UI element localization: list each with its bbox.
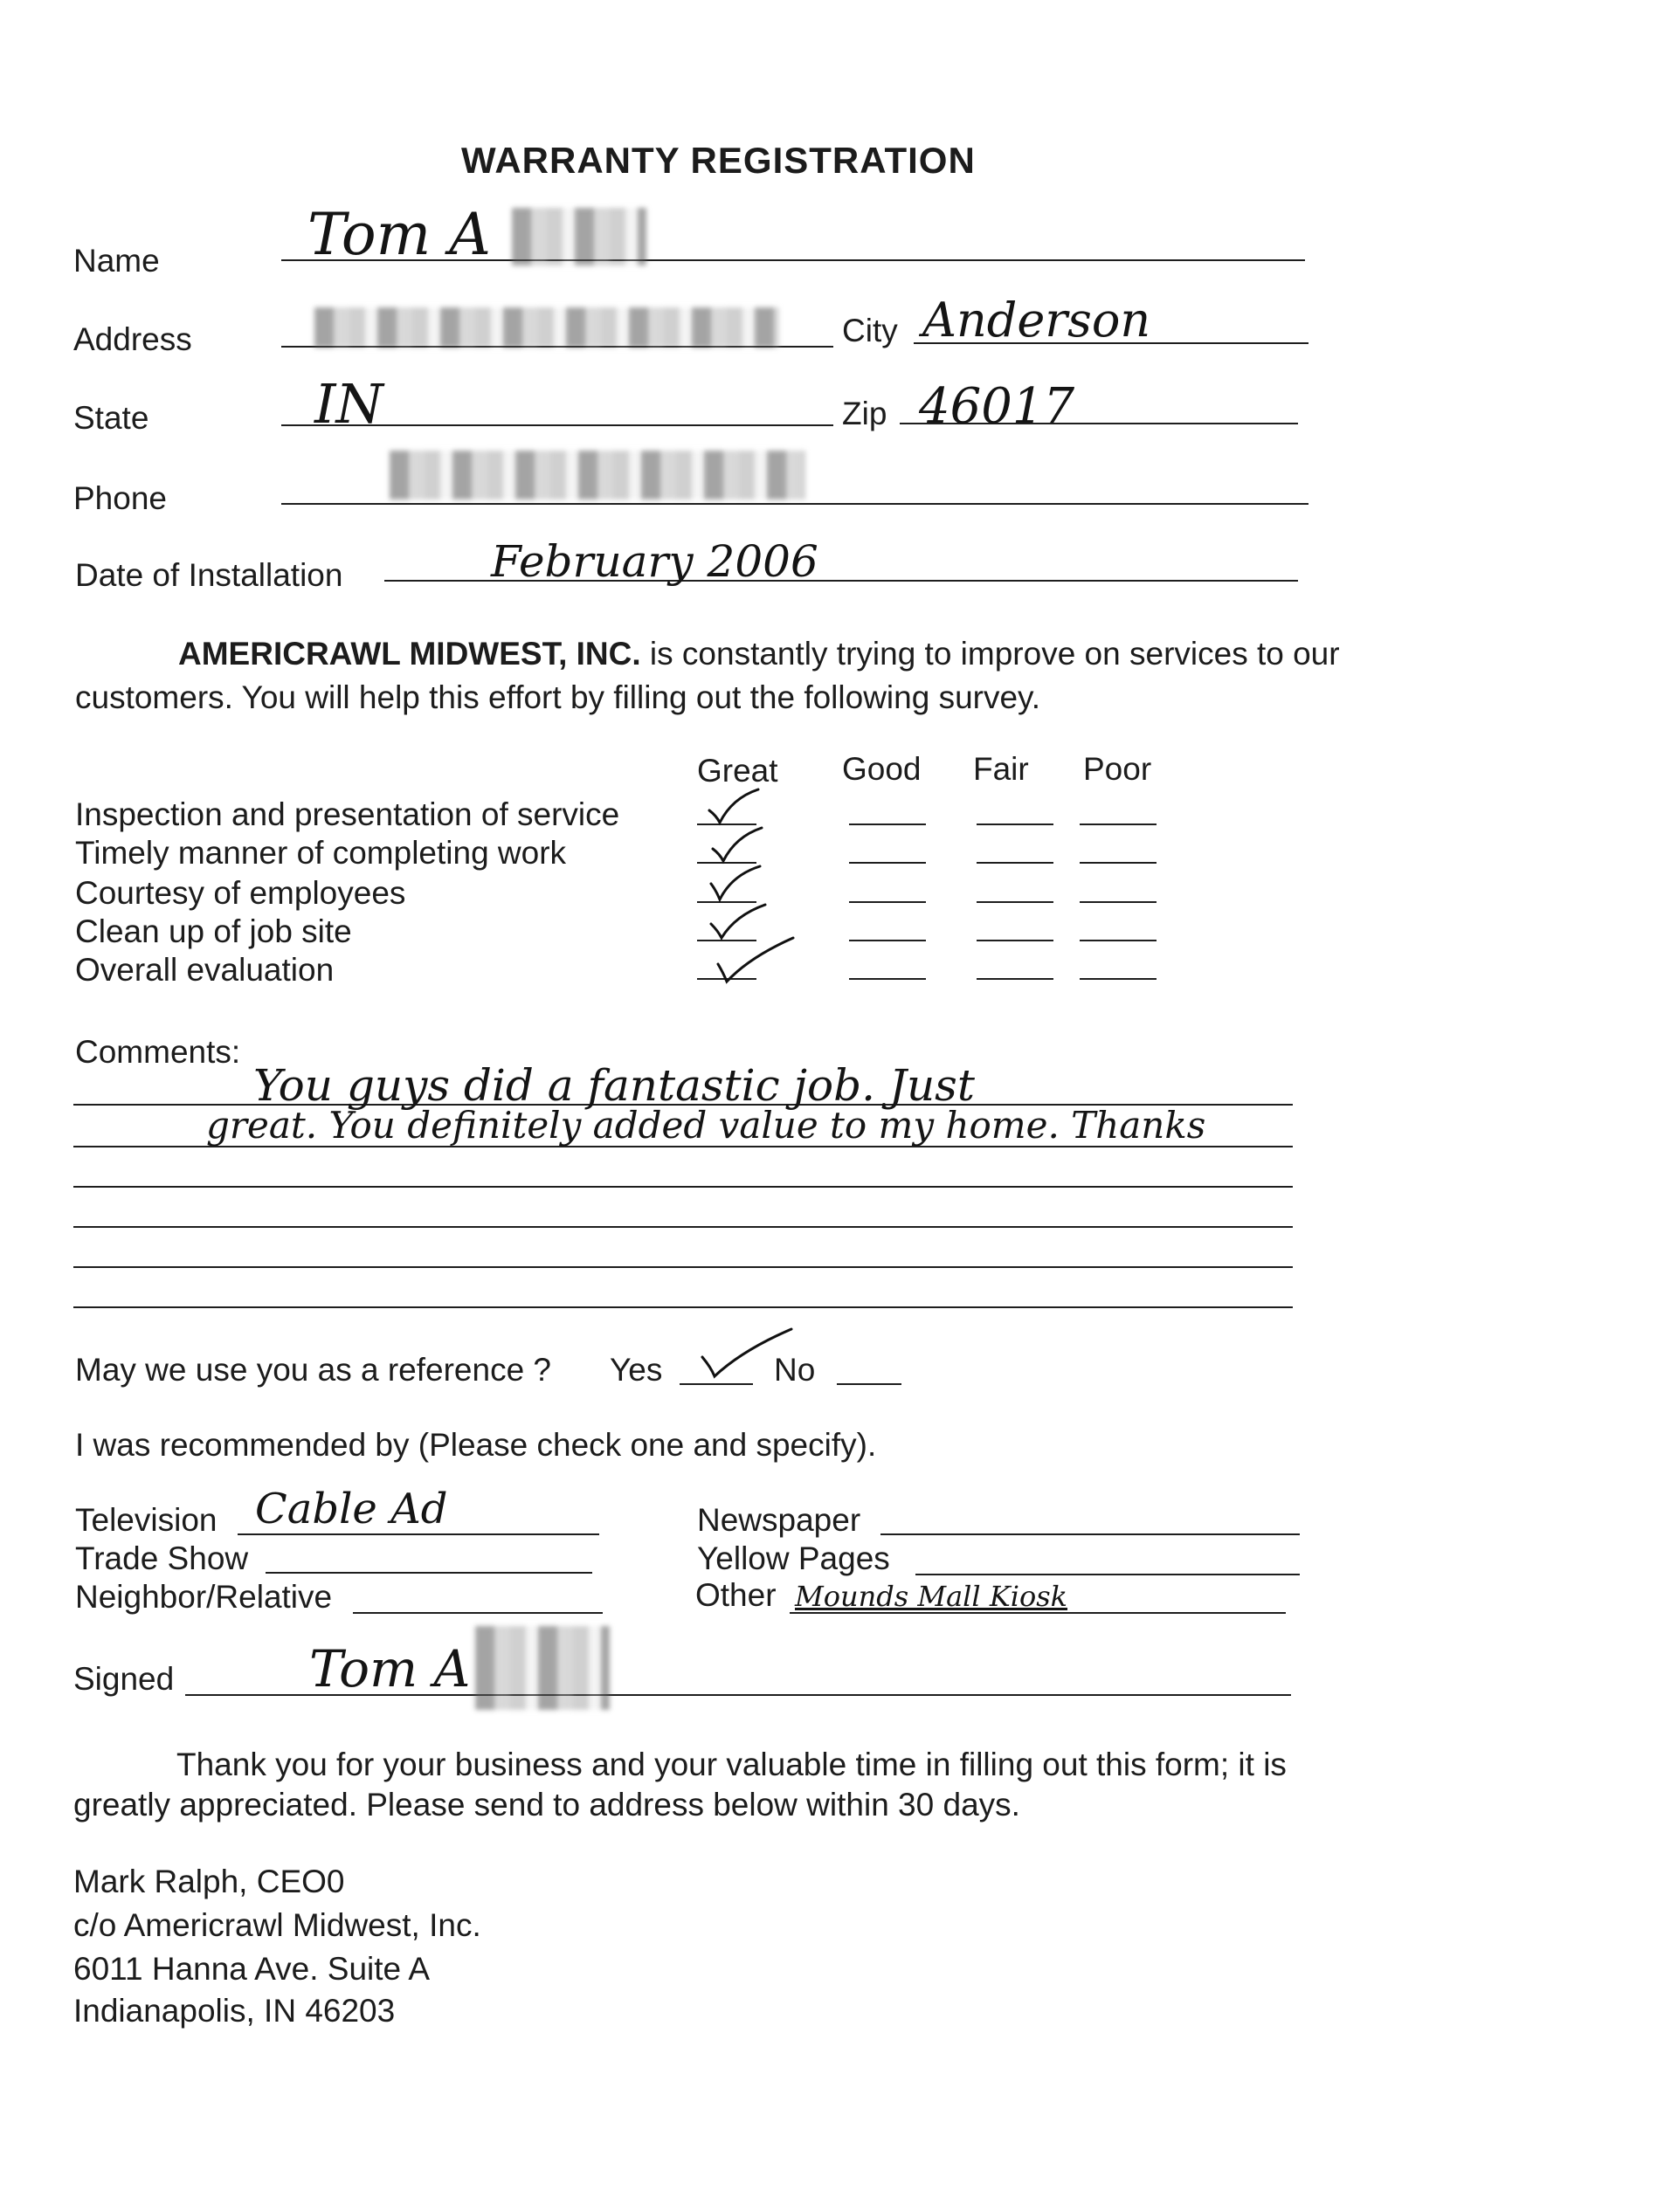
zip-value: 46017 — [919, 378, 1075, 435]
checkmark-icon — [715, 934, 795, 983]
intro-line-1 — [178, 637, 1340, 670]
recommended-label: I was recommended by (Please check one and specify). — [75, 1427, 877, 1463]
thanks-line-2: greatly appreciated. Please send to address below within 30 days. — [73, 1787, 1020, 1823]
address-block-line: c/o Americrawl Midwest, Inc. — [73, 1907, 481, 1943]
name-label: Name — [73, 243, 160, 279]
install-label: Date of Installation — [75, 557, 343, 593]
rating-blank-good[interactable] — [849, 823, 926, 825]
reference-yes-label: Yes — [610, 1352, 663, 1388]
col-fair: Fair — [973, 751, 1029, 787]
comments-line[interactable] — [73, 1266, 1293, 1268]
rating-blank-fair[interactable] — [977, 901, 1053, 903]
rating-blank-good[interactable] — [849, 862, 926, 864]
survey-row-label: Timely manner of completing work — [75, 835, 567, 871]
checkmark-icon — [711, 824, 763, 863]
col-poor: Poor — [1083, 751, 1152, 787]
television-label: Television — [75, 1502, 218, 1538]
trade-show-label: Trade Show — [75, 1540, 249, 1576]
signed-label: Signed — [73, 1661, 175, 1697]
address-label: Address — [73, 321, 192, 357]
signature: Tom A — [309, 1639, 471, 1699]
comments-line[interactable] — [73, 1226, 1293, 1228]
name-value: Tom A — [307, 201, 491, 268]
form-title: WARRANTY REGISTRATION — [461, 140, 976, 181]
city-value: Anderson — [922, 293, 1151, 348]
signature-redaction — [475, 1626, 610, 1710]
address-block-line: Indianapolis, IN 46203 — [73, 1993, 396, 2029]
newspaper-label: Newspaper — [697, 1502, 861, 1538]
rating-blank-good[interactable] — [849, 978, 926, 980]
address-block-line: 6011 Hanna Ave. Suite A — [73, 1951, 431, 1987]
reference-yes-blank[interactable] — [680, 1383, 753, 1385]
rating-blank-poor[interactable] — [1080, 978, 1157, 980]
rating-blank-poor[interactable] — [1080, 862, 1157, 864]
rating-blank-fair[interactable] — [977, 823, 1053, 825]
rating-blank-good[interactable] — [849, 940, 926, 941]
rating-blank-poor[interactable] — [1080, 823, 1157, 825]
phone-label: Phone — [73, 480, 167, 516]
state-label: State — [73, 400, 149, 436]
comments-line[interactable] — [73, 1186, 1293, 1188]
rating-blank-poor[interactable] — [1080, 901, 1157, 903]
checkmark-icon — [709, 863, 762, 901]
state-value: IN — [314, 372, 383, 436]
survey-row-label: Courtesy of employees — [75, 875, 406, 911]
zip-label: Zip — [842, 396, 887, 431]
col-great: Great — [697, 753, 778, 789]
phone-redaction — [390, 451, 805, 500]
rating-blank-fair[interactable] — [977, 978, 1053, 980]
other-value: Mounds Mall Kiosk — [795, 1580, 1068, 1613]
trade-show-line[interactable] — [266, 1572, 592, 1574]
comments-line[interactable] — [73, 1306, 1293, 1308]
rating-blank-fair[interactable] — [977, 862, 1053, 864]
thanks-line-1: Thank you for your business and your valuable time in filling out this form; it is — [176, 1747, 1287, 1782]
survey-row-label: Clean up of job site — [75, 913, 352, 949]
rating-blank-poor[interactable] — [1080, 940, 1157, 941]
install-value: February 2006 — [491, 536, 818, 587]
reference-no-blank[interactable] — [837, 1383, 901, 1385]
survey-row-label: Inspection and presentation of service — [75, 796, 620, 832]
comments-text-1: You guys did a fantastic job. Just — [253, 1060, 975, 1111]
col-good: Good — [842, 751, 922, 787]
reference-question: May we use you as a reference ? — [75, 1352, 552, 1388]
address-redaction — [314, 307, 779, 348]
yellow-pages-label: Yellow Pages — [697, 1540, 890, 1576]
television-value: Cable Ad — [255, 1485, 448, 1533]
neighbor-line[interactable] — [353, 1612, 603, 1614]
address-block-line: Mark Ralph, CEO0 — [73, 1864, 345, 1899]
rating-blank-good[interactable] — [849, 901, 926, 903]
other-label: Other — [695, 1577, 777, 1613]
intro-text: is constantly trying to improve on services to our — [640, 636, 1340, 672]
comments-label: Comments: — [75, 1034, 241, 1070]
name-redaction — [512, 208, 646, 265]
yellow-pages-line[interactable] — [915, 1574, 1300, 1575]
survey-row-label: Overall evaluation — [75, 952, 335, 988]
comments-text-2: great. You definitely added value to my home. Thanks — [206, 1104, 1206, 1147]
newspaper-line[interactable] — [880, 1533, 1300, 1535]
neighbor-label: Neighbor/Relative — [75, 1579, 333, 1615]
checkmark-icon — [708, 786, 760, 824]
rating-blank-fair[interactable] — [977, 940, 1053, 941]
television-line[interactable] — [238, 1533, 599, 1535]
phone-line[interactable] — [281, 503, 1308, 505]
intro-line-2: customers. You will help this effort by filling out the following survey. — [75, 679, 1041, 715]
city-label: City — [842, 313, 898, 348]
company-name: AMERICRAWL MIDWEST, INC. — [178, 636, 641, 672]
reference-no-label: No — [774, 1352, 816, 1388]
